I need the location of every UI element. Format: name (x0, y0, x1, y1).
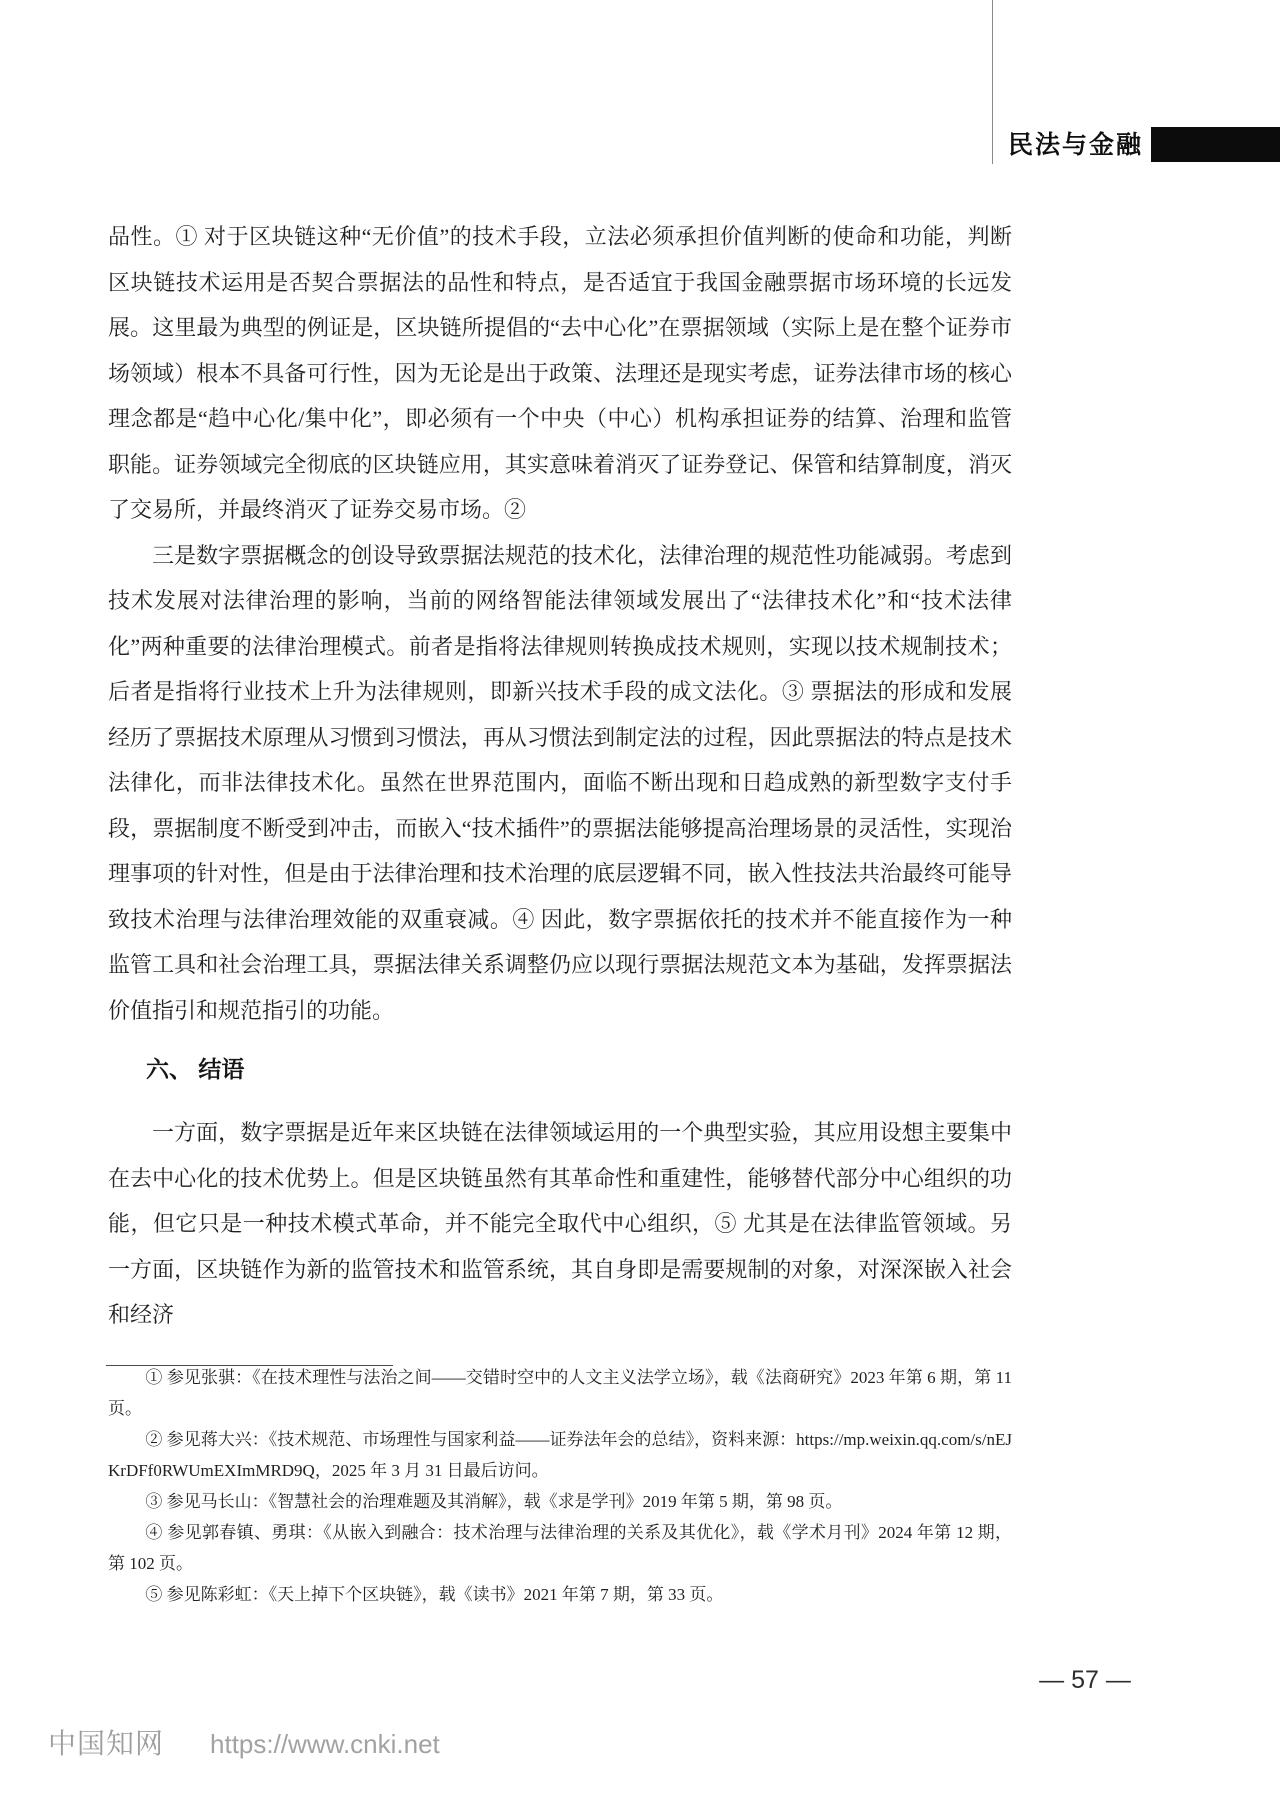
cnki-watermark (48, 1722, 440, 1762)
conclusion-text-block (108, 1110, 1012, 1338)
footnote-2: ② 参见蒋大兴：《技术规范、市场理性与国家利益——证券法年会的总结》，资料来源：https://mp.weixin.qq.com/s/nEJKrDFf0RWUmEXImMRD9Q，2025 年 3 月 31 日最后访问。 (108, 1430, 1012, 1480)
header-vertical-rule (992, 0, 993, 164)
page-number: — 57 — (1039, 1666, 1131, 1694)
footnote-4: ④ 参见郭春镇、勇琪：《从嵌入到融合：技术治理与法律治理的关系及其优化》，载《学术月刊》2024 年第 12 期，第 102 页。 (108, 1523, 1012, 1573)
body-paragraph: 三是数字票据概念的创设导致票据法规范的技术化，法律治理的规范性功能减弱。考虑到技术发展对法律治理的影响，当前的网络智能法律领域发展出了“法律技术化”和“技术法律化”两种重要的法律治理模式。前者是指将法律规则转换成技术规则，实现以技术规制技术；后者是指将行业技术上升为法律规则，即新兴技术手段的成文法化。③ 票据法的形成和发展经历了票据技术原理从习惯到习惯法，再从习惯法到制定法的过程，因此票据法的特点是技术法律化，而非法律技术化。虽然在世界范围内，面临不断出现和日趋成熟的新型数字支付手段，票据制度不断受到冲击，而嵌入“技术插件”的票据法能够提高治理场景的灵活性，实现治理事项的针对性，但是由于法律治理和技术治理的底层逻辑不同，嵌入性技法共治最终可能导致技术治理与法律治理效能的双重衰减。④ 因此，数字票据依托的技术并不能直接作为一种监管工具和社会治理工具，票据法律关系调整仍应以现行票据法规范文本为基础，发挥票据法价值指引和规范指引的功能。 (108, 542, 1012, 1023)
footnote-1: ① 参见张骐：《在技术理性与法治之间——交错时空中的人文主义法学立场》，载《法商研究》2023 年第 6 期，第 11 页。 (108, 1368, 1012, 1418)
body-text-block (108, 214, 1012, 1033)
header-black-bar (1151, 127, 1280, 162)
cnki-url: https://www.cnki.net (210, 1729, 440, 1759)
conclusion-paragraph: 一方面，数字票据是近年来区块链在法律领域运用的一个典型实验，其应用设想主要集中在去中心化的技术优势上。但是区块链虽然有其革命性和重建性，能够替代部分中心组织的功能，但它只是一种技术模式革命，并不能完全取代中心组织，⑤ 尤其是在法律监管领域。另一方面，区块链作为新的监管技术和监管系统，其自身即是需要规制的对象，对深深嵌入社会和经济 (108, 1120, 1012, 1327)
body-paragraph-continuation: 品性。① 对于区块链这种“无价值”的技术手段，立法必须承担价值判断的使命和功能，判断区块链技术运用是否契合票据法的品性和特点，是否适宜于我国金融票据市场环境的长远发展。这里最为典型的例证是，区块链所提倡的“去中心化”在票据领域（实际上是在整个证券市场领域）根本不具备可行性，因为无论是出于政策、法理还是现实考虑，证券法律市场的核心理念都是“趋中心化/集中化”，即必须有一个中央（中心）机构承担证券的结算、治理和监管职能。证券领域完全彻底的区块链应用，其实意味着消灭了证券登记、保管和结算制度，消灭了交易所，并最终消灭了证券交易市场。② (108, 224, 1012, 522)
footnote-3: ③ 参见马长山：《智慧社会的治理难题及其消解》，载《求是学刊》2019 年第 5 期，第 98 页。 (145, 1492, 843, 1511)
section-heading-conclusion: 六、 结语 (146, 1056, 245, 1082)
section-label: 民法与金融 (1008, 131, 1144, 159)
cnki-logo-text: 中国知网 (48, 1728, 165, 1759)
footnote-5: ⑤ 参见陈彩虹：《天上掉下个区块链》，载《读书》2021 年第 7 期，第 33 页。 (145, 1585, 724, 1604)
footnotes-block (108, 1362, 1012, 1610)
